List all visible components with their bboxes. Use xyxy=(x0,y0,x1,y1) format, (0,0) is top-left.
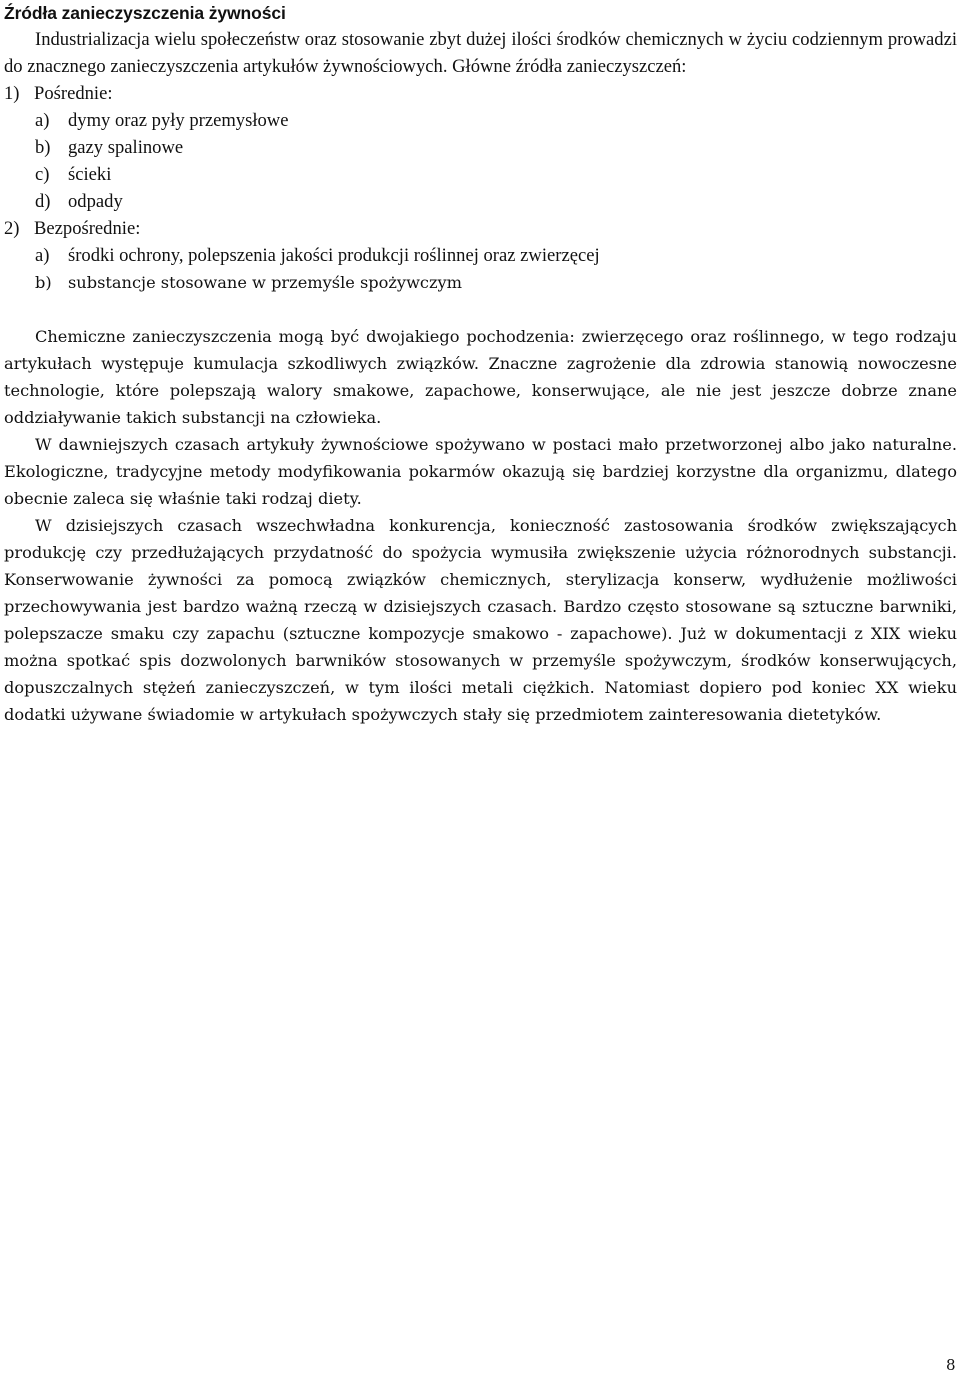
source-group-indirect xyxy=(4,80,957,107)
list-label: Pośrednie: xyxy=(34,83,113,104)
list-item xyxy=(4,107,957,134)
list-item xyxy=(4,242,957,269)
list-item xyxy=(4,188,957,215)
blank-line xyxy=(4,296,957,323)
list-item-text: środki ochrony, polepszenia jakości produkcji roślinnej oraz zwierzęcej xyxy=(68,245,600,266)
list-marker: 1) xyxy=(4,83,20,104)
sources-list xyxy=(4,80,957,296)
body-paragraph: Chemiczne zanieczyszczenia mogą być dwojakiego pochodzenia: zwierzęcego oraz roślinnego, w tego rodzaju artykułach występuje kumulacja szkodliwych związków. Znaczne zagrożenie dla zdrowia stanowią nowoczesne technologie, które polepszają walory smakowe, zapachowe, konserwujące, ale nie jest jeszcze dobrze znane oddziaływanie takich substancji na człowieka. xyxy=(4,327,957,427)
list-marker: a) xyxy=(35,110,50,131)
list-item-text: substancje stosowane w przemyśle spożywczym xyxy=(68,273,463,292)
list-item xyxy=(4,134,957,161)
list-marker: 2) xyxy=(4,218,20,239)
body-paragraph: W dzisiejszych czasach wszechwładna konkurencja, konieczność zastosowania środków zwiększających produkcję czy przedłużających przydatność do spożycia wymusiła zwiększenie użycia różnorodnych substancji. Konserwowanie żywności za pomocą związków chemicznych, sterylizacja konserw, wydłużenie możliwości przechowywania jest bardzo ważną rzeczą w dzisiejszych czasach. Bardzo często stosowane są sztuczne barwniki, polepszacze smaku czy zapachu (sztuczne kompozycje smakowo - zapachowe). Już w dokumentacji z XIX wieku można spotkać spis dozwolonych barwników stosowanych w przemyśle spożywczym, środków konserwujących, dopuszczalnych stężeń zanieczyszczeń, w tym ilości metali ciężkich. Natomiast dopiero pod koniec XX wieku dodatki używane świadomie w artykułach spożywczych stały się przedmiotem zainteresowania dietetyków. xyxy=(4,516,957,724)
intro-paragraph: Industrializacja wielu społeczeństw oraz stosowanie zbyt dużej ilości środków chemicznych w życiu codziennym prowadzi do znacznego zanieczyszczenia artykułów żywnościowych. Główne źródła zanieczyszczeń: xyxy=(4,29,957,77)
body-paragraph: W dawniejszych czasach artykuły żywnościowe spożywano w postaci mało przetworzonej albo jako naturalne. Ekologiczne, tradycyjne metody modyfikowania pokarmów okazują się bardziej korzystne dla organizmu, dlatego obecnie zaleca się właśnie taki rodzaj diety. xyxy=(4,435,957,508)
list-item-text: dymy oraz pyły przemysłowe xyxy=(68,110,289,131)
list-marker: c) xyxy=(35,164,50,185)
section-heading: Źródła zanieczyszczenia żywności xyxy=(4,3,286,23)
list-item xyxy=(4,161,957,188)
list-marker: b) xyxy=(35,137,51,158)
list-item-text: gazy spalinowe xyxy=(68,137,184,158)
list-item-text: odpady xyxy=(68,191,123,212)
page-number: 8 xyxy=(946,1356,956,1374)
source-group-direct xyxy=(4,215,957,242)
list-label: Bezpośrednie: xyxy=(34,218,141,239)
document-page xyxy=(4,0,957,728)
list-item xyxy=(4,269,957,296)
list-marker: d) xyxy=(35,191,51,212)
list-item-text: ścieki xyxy=(68,164,112,185)
list-marker: b) xyxy=(35,273,52,292)
list-marker: a) xyxy=(35,245,50,266)
